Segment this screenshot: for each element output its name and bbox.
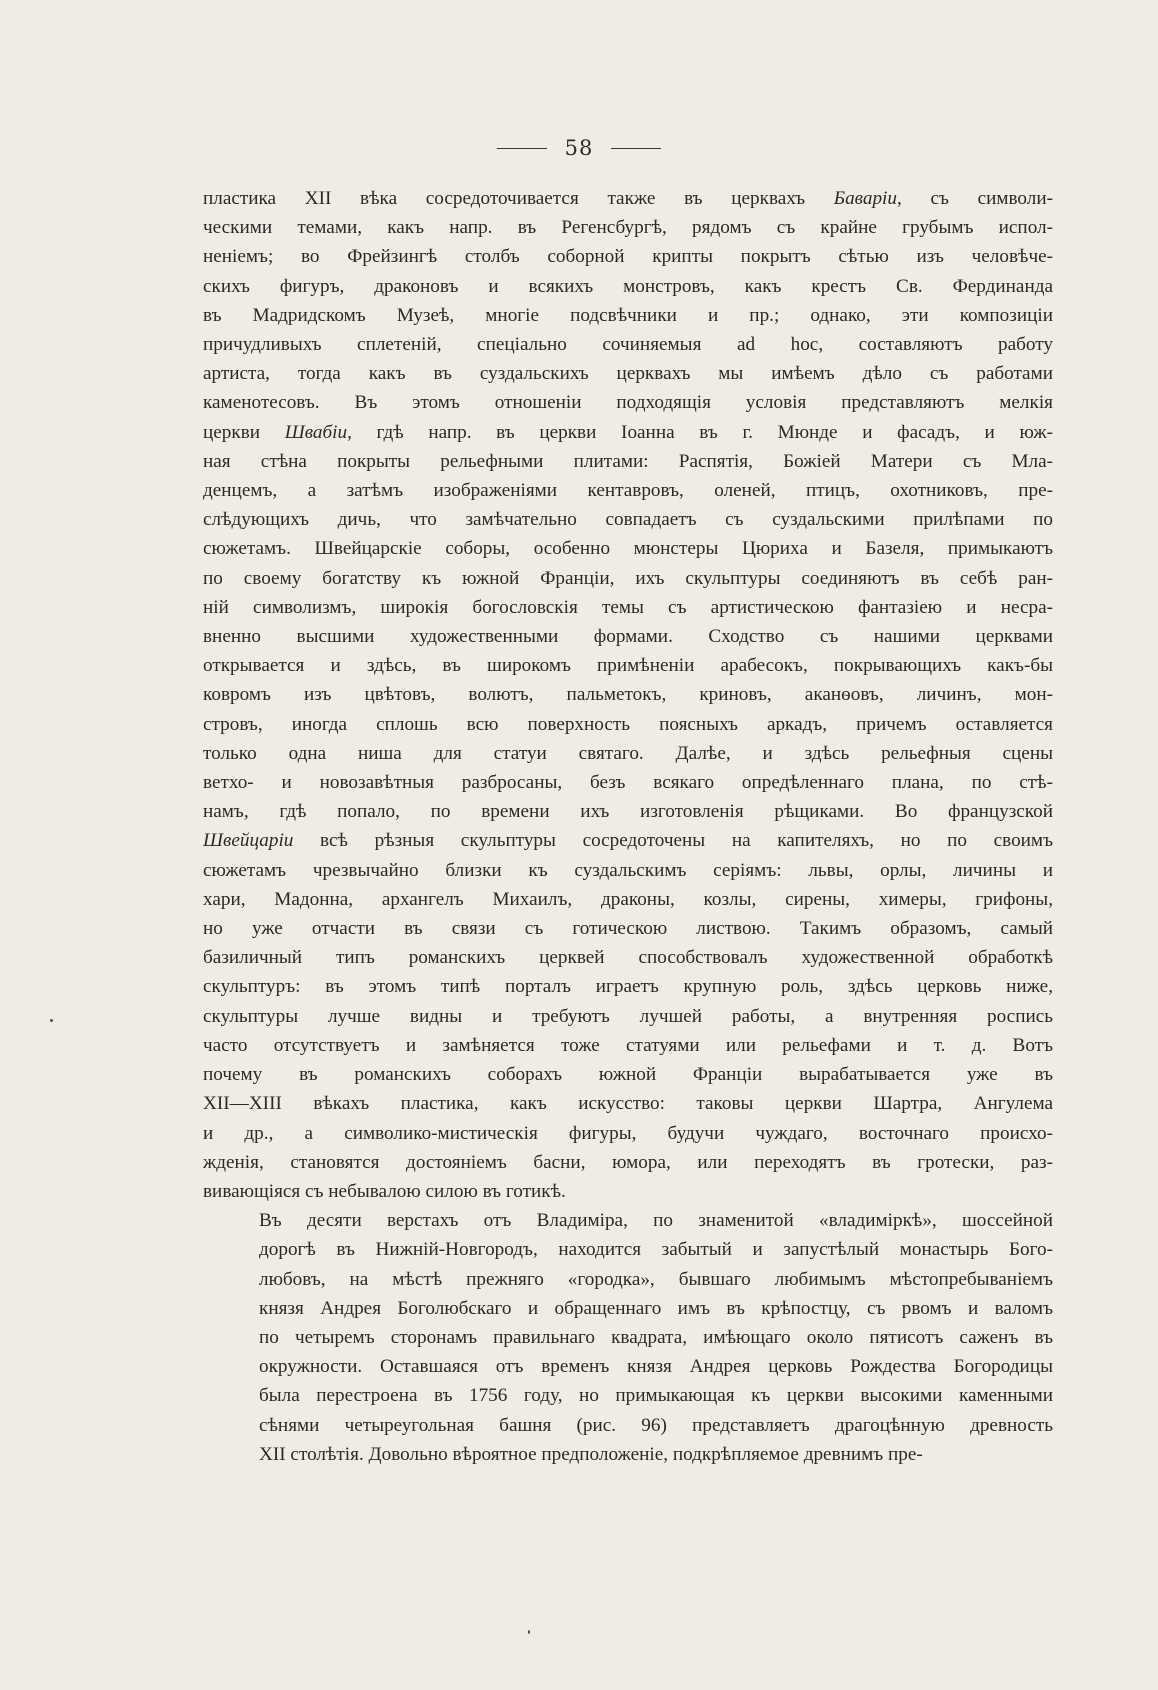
text-line: [203, 1265, 1053, 1294]
text-line: [203, 1206, 1053, 1235]
text-segment: стровъ, иногда сплошь всю поверхность поясныхъ аркадъ, причемъ оставляется: [203, 713, 1053, 735]
text-line: [203, 534, 1053, 563]
text-line: [203, 330, 1053, 359]
text-line: [203, 418, 1053, 447]
text-segment: окружности. Оставшаяся отъ временъ князя Андрея церковь Рождества Богородицы: [259, 1356, 1053, 1378]
text-line: [203, 1294, 1053, 1323]
text-segment: ненiемъ; во Фрейзингѣ столбъ соборной крипты покрытъ сѣтью изъ человѣче-: [203, 246, 1053, 268]
text-segment: слѣдующихъ дичь, что замѣчательно совпадаетъ съ суздальскими прилѣпами по: [203, 509, 1053, 531]
text-segment: Въ десяти верстахъ отъ Владимiра, по знаменитой «владимiркѣ», шоссейной: [259, 1210, 1053, 1232]
text-line: [203, 447, 1053, 476]
text-line: [203, 680, 1053, 709]
text-segment: каменотесовъ. Въ этомъ отношенiи подходящiя условiя представляютъ мелкiя: [203, 392, 1053, 414]
header-rule-left: [497, 148, 547, 149]
text-segment: , съ символи-: [896, 188, 1053, 209]
text-segment: церкви: [203, 421, 285, 443]
header-rule-right: [611, 148, 661, 149]
text-segment: вивающiяся съ небывалою силою въ готикѣ.: [203, 1180, 566, 1202]
text-segment: жденiя, становятся достоянiемъ басни, юмора, или переходятъ въ гротески, раз-: [203, 1151, 1053, 1173]
text-line: [203, 301, 1053, 330]
text-line: [203, 1060, 1053, 1089]
text-segment: ческими темами, какъ напр. въ Регенсбургѣ, рядомъ съ крайне грубымъ испол-: [203, 217, 1053, 239]
text-segment: пластика XII вѣка сосредоточивается также въ церквахъ: [203, 188, 834, 209]
body-text: [203, 184, 1053, 1469]
text-segment: ковромъ изъ цвѣтовъ, волютъ, пальметокъ, криновъ, аканѳовъ, личинъ, мон-: [203, 684, 1053, 706]
text-segment: базиличный типъ романскихъ церквей способствовалъ художественной обработкѣ: [203, 947, 1053, 969]
italic-term: Баварiи: [833, 188, 897, 209]
text-line: [203, 885, 1053, 914]
text-line: [203, 1381, 1053, 1410]
text-segment: хари, Мадонна, архангелъ Михаилъ, драконы, козлы, сирены, химеры, грифоны,: [203, 888, 1053, 910]
text-line: [203, 856, 1053, 885]
text-segment: только одна ниша для статуи святаго. Далѣе, и здѣсь рельефныя сцены: [203, 742, 1053, 764]
text-line: [203, 272, 1053, 301]
print-speck: [528, 1630, 530, 1634]
text-segment: , гдѣ напр. въ церкви Iоанна въ г. Мюнде и фасадъ, и юж-: [347, 421, 1053, 443]
text-line: [203, 797, 1053, 826]
text-line: [203, 1002, 1053, 1031]
text-line: [203, 943, 1053, 972]
text-segment: сѣнями четыреугольная башня (рис. 96) представляетъ драгоцѣнную древность: [259, 1414, 1053, 1436]
text-line: [203, 184, 1053, 213]
text-line: [203, 768, 1053, 797]
text-segment: сюжетамъ. Швейцарскiе соборы, особенно мюнстеры Цюриха и Базеля, примыкаютъ: [203, 538, 1053, 560]
text-segment: причудливыхъ сплетенiй, спецiально сочиняемыя ad hoc, составляютъ работу: [203, 334, 1053, 356]
text-line: [203, 1411, 1053, 1440]
text-line: [203, 388, 1053, 417]
paragraph-2: [203, 1206, 1053, 1469]
text-segment: XII—XIII вѣкахъ пластика, какъ искусство: таковы церкви Шартра, Ангулема: [203, 1093, 1053, 1115]
text-segment: ная стѣна покрыты рельефными плитами: Распятiя, Божiей Матери съ Мла-: [203, 450, 1053, 472]
text-segment: открывается и здѣсь, въ широкомъ примѣненiи арабесокъ, покрывающихъ какъ-бы: [203, 655, 1053, 677]
text-segment: денцемъ, а затѣмъ изображенiями кентавровъ, оленей, птицъ, охотниковъ, пре-: [203, 480, 1053, 502]
text-line: [203, 1148, 1053, 1177]
text-line: [203, 593, 1053, 622]
paragraph-1: [203, 184, 1053, 1206]
text-segment: дорогѣ въ Нижнiй-Новгородъ, находится забытый и запустѣлый монастырь Бого-: [259, 1239, 1053, 1261]
text-segment: и др., а символико-мистическiя фигуры, будучи чуждаго, восточнаго происхо-: [203, 1122, 1053, 1144]
text-segment: XII столѣтiя. Довольно вѣроятное предположенiе, подкрѣпляемое древнимъ пре-: [259, 1443, 923, 1465]
text-line: [203, 710, 1053, 739]
text-line: [203, 651, 1053, 680]
text-line: [203, 1089, 1053, 1118]
text-segment: князя Андрея Боголюбскаго и обращеннаго имъ въ крѣпостцу, съ рвомъ и валомъ: [259, 1297, 1053, 1319]
text-segment: скульптуръ: въ этомъ типѣ порталъ играетъ крупную роль, здѣсь церковь ниже,: [203, 976, 1053, 998]
text-line: [203, 359, 1053, 388]
text-line: [203, 739, 1053, 768]
text-line: [203, 622, 1053, 651]
text-segment: но уже отчасти въ связи съ готическою листвою. Такимъ образомъ, самый: [203, 918, 1053, 940]
text-segment: почему въ романскихъ соборахъ южной Францiи вырабатывается уже въ: [203, 1064, 1053, 1086]
text-segment: ветхо- и новозавѣтныя разбросаны, безъ всякаго опредѣленнаго плана, по стѣ-: [203, 772, 1053, 794]
page-number: 58: [564, 136, 594, 160]
text-segment: сюжетамъ чрезвычайно близки къ суздальскимъ серiямъ: львы, орлы, личины и: [203, 859, 1053, 881]
page-header: [0, 136, 1158, 160]
text-line: [203, 972, 1053, 1001]
text-segment: вненно высшими художественными формами. Сходство съ нашими церквами: [203, 626, 1053, 648]
text-line: [203, 1235, 1053, 1264]
text-segment: намъ, гдѣ попало, по времени ихъ изготовленiя рѣщиками. Во французской: [203, 801, 1053, 823]
text-segment: по четыремъ сторонамъ правильнаго квадрата, имѣющаго около пятисотъ саженъ въ: [259, 1326, 1053, 1348]
text-segment: скихъ фигуръ, драконовъ и всякихъ монстровъ, какъ крестъ Св. Фердинанда: [203, 275, 1053, 297]
text-line: [203, 826, 1053, 855]
text-line: [203, 505, 1053, 534]
text-segment: была перестроена въ 1756 году, но примыкающая къ церкви высокими каменными: [259, 1385, 1053, 1407]
text-line: [203, 1440, 1053, 1469]
text-segment: всѣ рѣзныя скульптуры сосредоточены на капителяхъ, но по своимъ: [293, 830, 1053, 852]
text-segment: скульптуры лучше видны и требуютъ лучшей работы, а внутренняя роспись: [203, 1005, 1053, 1027]
text-line: [203, 1119, 1053, 1148]
text-segment: артиста, тогда какъ въ суздальскихъ церквахъ мы имѣемъ дѣло съ работами: [203, 363, 1053, 385]
text-line: [203, 1352, 1053, 1381]
italic-term: Швабiи: [284, 421, 348, 443]
print-speck: [50, 1019, 53, 1022]
text-segment: въ Мадридскомъ Музеѣ, многiе подсвѣчники и пр.; однако, эти композицiи: [203, 304, 1053, 326]
text-line: [203, 213, 1053, 242]
text-line: [203, 242, 1053, 271]
text-segment: часто отсутствуетъ и замѣняется тоже статуями или рельефами и т. д. Вотъ: [203, 1034, 1053, 1056]
text-line: [203, 476, 1053, 505]
text-line: [203, 1177, 1053, 1206]
text-line: [203, 1323, 1053, 1352]
text-line: [203, 1031, 1053, 1060]
text-segment: любовъ, на мѣстѣ прежняго «городка», бывшаго любимымъ мѣстопребыванiемъ: [259, 1268, 1053, 1290]
text-line: [203, 564, 1053, 593]
italic-term: Швейцарiи: [203, 830, 294, 852]
text-line: [203, 914, 1053, 943]
text-segment: нiй символизмъ, широкiя богословскiя темы съ артистическою фантазiею и несра-: [203, 596, 1053, 618]
text-segment: по своему богатству къ южной Францiи, ихъ скульптуры соединяютъ въ себѣ ран-: [203, 567, 1053, 589]
